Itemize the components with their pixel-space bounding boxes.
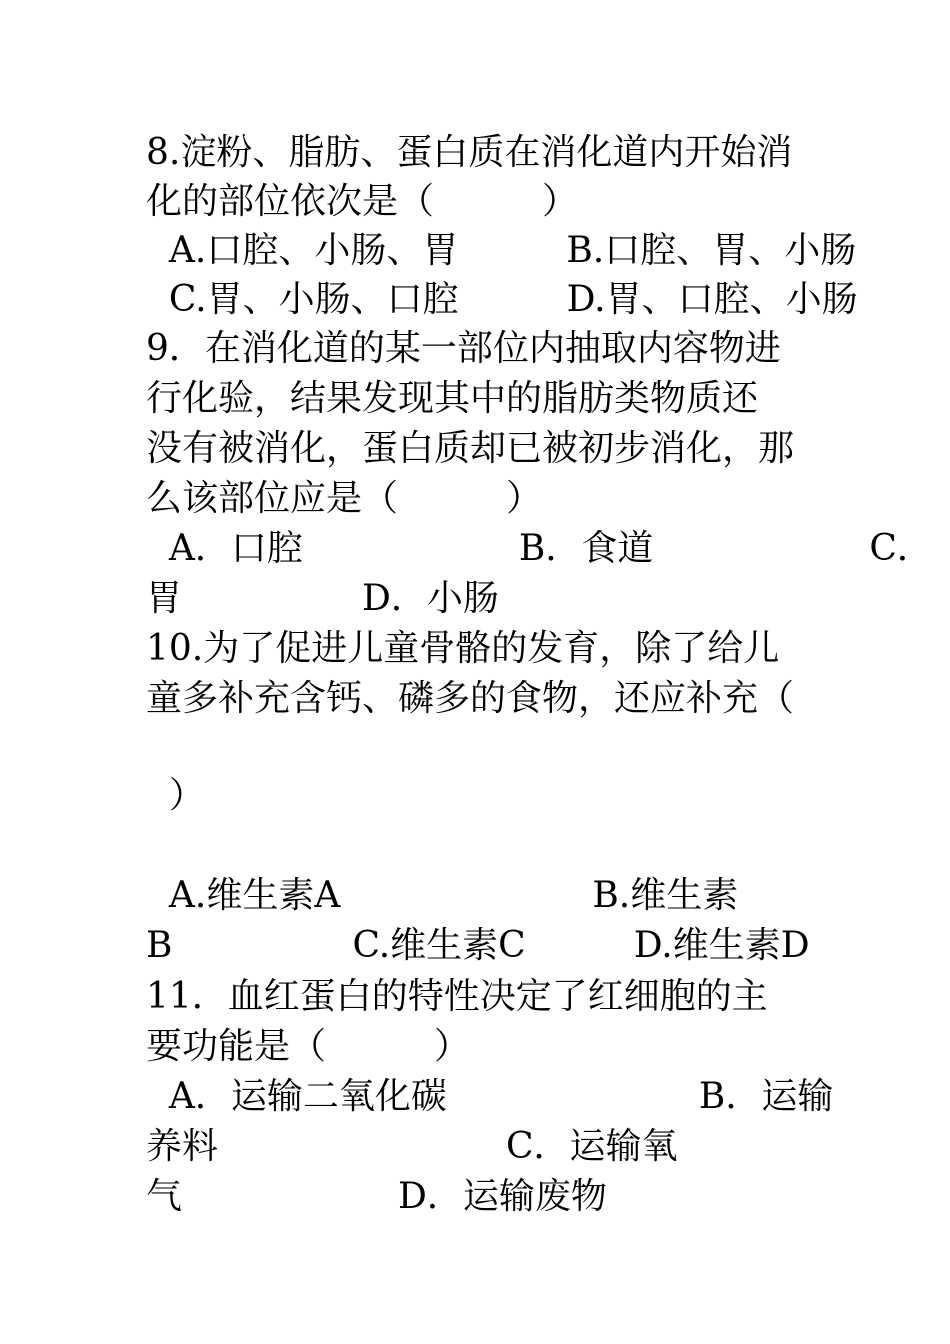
- question-9-options-line-1: A．口腔 B．食道 C．: [146, 528, 933, 569]
- question-10-text-line-2: 童多补充含钙、磷多的食物，还应补充（: [146, 678, 795, 719]
- question-11-options-line-3: 气 D．运输废物: [146, 1176, 607, 1217]
- question-11-options-line-1: A．运输二氧化碳 B．运输: [146, 1076, 834, 1117]
- question-8-options-line-1: A.口腔、小肠、胃 B.口腔、胃、小肠: [146, 230, 857, 271]
- question-10-options-line-2: B C.维生素C D.维生素D: [146, 925, 810, 966]
- question-9-text-line-3: 没有被消化，蛋白质却已被初步消化，那: [146, 428, 795, 469]
- question-10-options-line-1: A.维生素A B.维生素: [146, 875, 739, 916]
- question-9-options-line-2: 胃 D．小肠: [146, 578, 499, 619]
- question-8-text-line-2: 化的部位依次是（ ）: [146, 181, 579, 222]
- question-8-text-line-1: 8.淀粉、脂肪、蛋白质在消化道内开始消: [146, 132, 793, 173]
- question-9-text-line-1: 9．在消化道的某一部位内抽取内容物进: [146, 328, 781, 369]
- question-11-options-line-2: 养料 C．运输氧: [146, 1126, 678, 1167]
- question-9-text-line-4: 么该部位应是（ ）: [146, 478, 543, 519]
- question-11-text-line-1: 11．血红蛋白的特性决定了红细胞的主: [146, 976, 768, 1017]
- question-10-text-line-3: ）: [146, 775, 205, 816]
- question-11-text-line-2: 要功能是（ ）: [146, 1026, 471, 1067]
- question-10-text-line-1: 10.为了促进儿童骨骼的发育，除了给儿: [146, 628, 780, 669]
- question-8-options-line-2: C.胃、小肠、口腔 D.胃、口腔、小肠: [146, 279, 858, 320]
- question-9-text-line-2: 行化验，结果发现其中的脂肪类物质还: [146, 378, 759, 419]
